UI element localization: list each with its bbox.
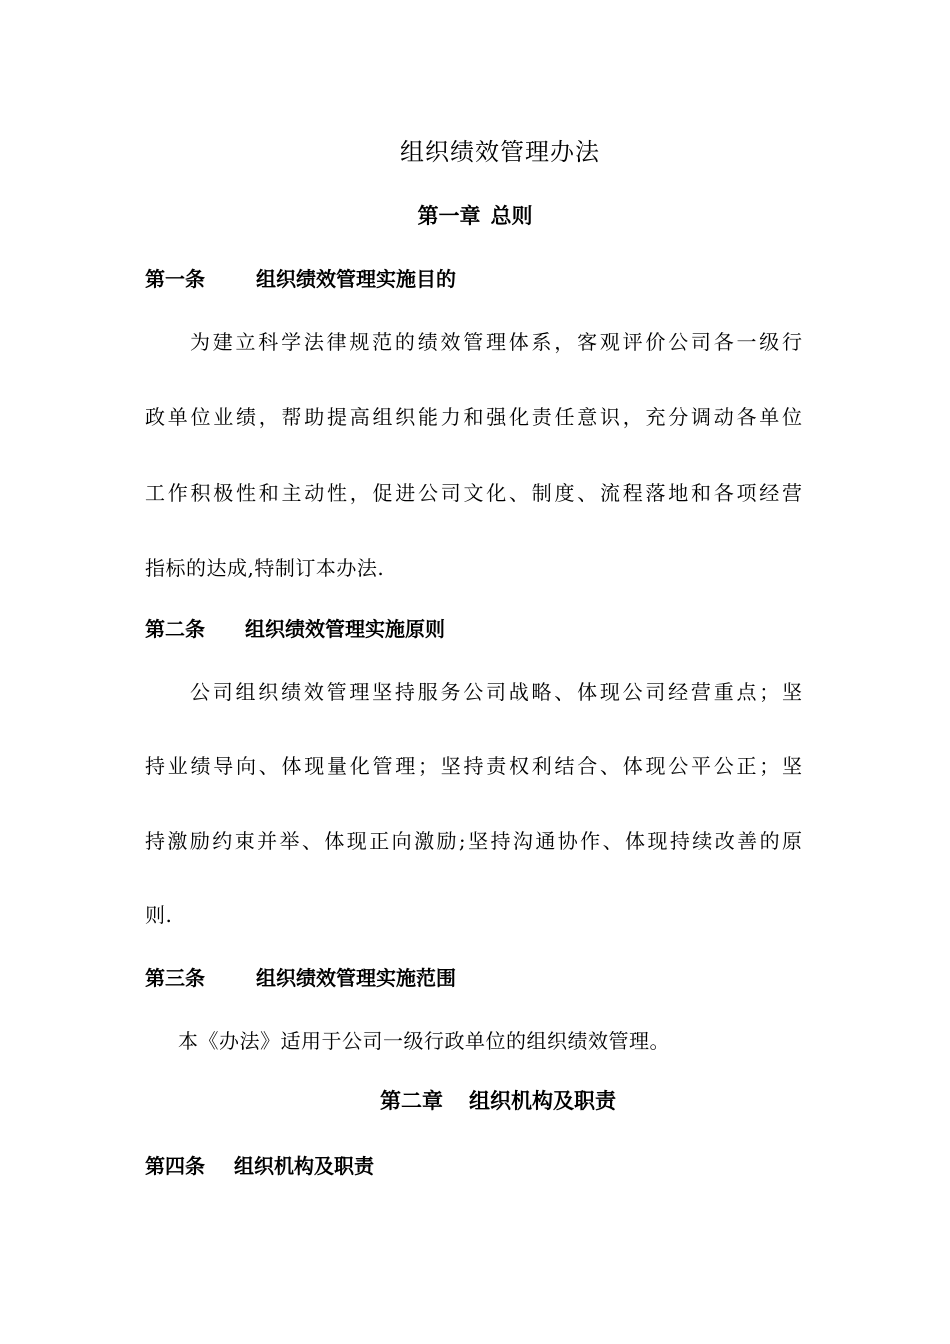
article-2-heading — [145, 613, 445, 642]
chapter-1-heading — [0, 200, 950, 230]
article-3-title: 组织绩效管理实施范围 — [256, 966, 456, 990]
article-4-heading — [145, 1150, 374, 1179]
article-1-number: 第一条 — [145, 267, 205, 291]
chapter-1-title: 总则 — [490, 204, 533, 228]
article-3-number: 第三条 — [145, 966, 205, 990]
article-2-title: 组织绩效管理实施原则 — [245, 617, 445, 641]
article-1-title: 组织绩效管理实施目的 — [256, 267, 456, 291]
article-3-line-1: 本《办法》适用于公司一级行政单位的组织绩效管理。 — [178, 1029, 670, 1053]
article-1-line-2: 政单位业绩，帮助提高组织能力和强化责任意识，充分调动各单位 — [145, 405, 803, 429]
article-2-line-3: 持激励约束并举、体现正向激励;坚持沟通协作、体现持续改善的原 — [145, 829, 803, 853]
chapter-1-number: 第一章 — [417, 204, 481, 228]
article-2-line-2: 持业绩导向、体现量化管理；坚持责权利结合、体现公平公正；坚 — [145, 754, 803, 778]
chapter-2-number: 第二章 — [380, 1089, 443, 1113]
document-title: 组织绩效管理办法 — [400, 138, 600, 166]
article-1-line-1: 为建立科学法律规范的绩效管理体系，客观评价公司各一级行 — [190, 330, 803, 354]
article-4-title: 组织机构及职责 — [234, 1154, 374, 1178]
article-2-number: 第二条 — [145, 617, 205, 641]
chapter-2-heading — [0, 1085, 950, 1115]
article-2-line-1: 公司组织绩效管理坚持服务公司战略、体现公司经营重点；坚 — [190, 680, 803, 704]
article-1-line-3: 工作积极性和主动性，促进公司文化、制度、流程落地和各项经营 — [145, 481, 803, 505]
article-1-line-4: 指标的达成,特制订本办法. — [145, 556, 385, 580]
article-4-number: 第四条 — [145, 1154, 205, 1178]
article-2-line-4: 则. — [145, 903, 173, 927]
article-3-heading — [145, 962, 456, 991]
chapter-2-title: 组织机构及职责 — [469, 1089, 616, 1113]
article-1-heading — [145, 263, 456, 292]
